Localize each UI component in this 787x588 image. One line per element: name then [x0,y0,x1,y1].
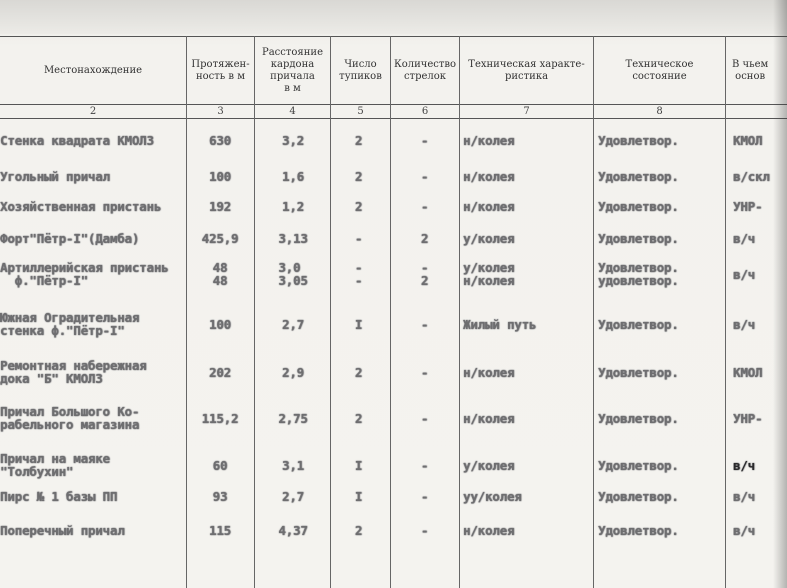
row-distance: 1,6 [282,168,304,184]
row-owner: в/ч [733,488,755,504]
row-length: 100 [209,168,231,184]
row-tech-state: Удовлетвор. [598,364,679,380]
row-dead-ends: 2 [354,132,363,148]
row-switches: - 2 [420,260,429,288]
row-tech-char: н/колея [463,522,515,538]
row-distance: 2,7 [282,488,304,504]
row-tech-char: у/колея н/колея [463,260,515,288]
row-owner: в/ч [733,230,755,246]
row-tech-char: н/колея [463,168,515,184]
row-distance: 2,75 [278,410,308,426]
header-location: Местонахождение [43,64,143,76]
row-tech-char: н/колея [463,410,515,426]
row-owner: УНР- [733,198,763,214]
row-distance: 3,0 3,05 [278,260,308,288]
row-dead-ends: - - [354,260,363,288]
row-tech-char: Жилый путь [463,316,537,332]
row-location: Южная Оградительная стенка ф."Пётр-I" [0,310,140,338]
header-owner: В чьем основ [732,58,769,82]
row-tech-state: Удовлетвор. удовлетвор. [598,260,679,288]
row-length: 93 [212,488,228,504]
row-tech-state: Удовлетвор. [598,488,679,504]
row-switches: - [420,457,429,473]
row-location: Ремонтная набережная дока "Б" КМОЛЗ [0,358,147,386]
row-distance: 1,2 [282,198,304,214]
row-dead-ends: I [354,316,363,332]
header-tech-char: Техническая характе- ристика [468,58,585,82]
row-tech-char: у/колея [463,457,515,473]
row-length: 115,2 [201,410,239,426]
row-dead-ends: 2 [354,198,363,214]
row-dead-ends: 2 [354,364,363,380]
row-location: Форт"Пётр-I"(Дамба) [0,230,140,246]
column-divider [725,36,726,588]
row-switches: - [420,488,429,504]
row-length: 100 [209,316,231,332]
column-number: 5 [357,106,364,117]
row-length: 48 48 [212,260,228,288]
row-switches: - [420,410,429,426]
row-distance: 3,13 [278,230,308,246]
column-divider [459,36,460,588]
row-owner: в/ч [733,266,755,282]
row-distance: 2,7 [282,316,304,332]
row-owner: в/ч [733,457,755,473]
row-switches: - [420,316,429,332]
column-divider [593,36,594,588]
page-right-shadow [773,0,787,588]
row-dead-ends: 2 [354,522,363,538]
numbers-bottom-rule [0,118,787,119]
row-tech-char: уу/колея [463,488,522,504]
row-dead-ends: I [354,488,363,504]
row-distance: 3,2 [282,132,304,148]
row-distance: 3,1 [282,457,304,473]
row-location: Угольный причал [0,168,110,184]
row-tech-char: н/колея [463,132,515,148]
row-tech-char: н/колея [463,364,515,380]
row-location: Артиллерийская пристань ф."Пётр-I" [0,260,169,288]
row-length: 60 [212,457,228,473]
row-location: Поперечный причал [0,522,125,538]
row-length: 630 [209,132,231,148]
row-switches: - [420,168,429,184]
row-tech-state: Удовлетвор. [598,168,679,184]
column-number: 2 [89,106,97,117]
row-tech-state: Удовлетвор. [598,522,679,538]
row-dead-ends: I [354,457,363,473]
row-owner: КМОЛ [733,364,763,380]
row-length: 425,9 [201,230,239,246]
header-length: Протяжен- ность в м [191,58,250,82]
row-tech-char: у/колея [463,230,515,246]
row-switches: - [420,198,429,214]
row-location: Стенка квадрата КМОЛЗ [0,132,154,148]
row-switches: 2 [420,230,429,246]
column-number: 3 [217,106,224,117]
header-distance: Расстояние кардона причала в м [261,46,323,94]
row-tech-state: Удовлетвор. [598,410,679,426]
row-owner: в/ч [733,522,755,538]
row-tech-state: Удовлетвор. [598,316,679,332]
row-dead-ends: - [354,230,363,246]
row-distance: 4,37 [278,522,308,538]
row-switches: - [420,364,429,380]
page-top-shadow [0,0,787,34]
row-length: 192 [209,198,231,214]
row-owner: в/ч [733,316,755,332]
row-tech-state: Удовлетвор. [598,457,679,473]
header-tech-state: Техническое состояние [625,58,694,82]
row-owner: УНР- [733,410,763,426]
row-distance: 2,9 [282,364,304,380]
column-number: 6 [421,106,429,117]
row-location: Хозяйственная пристань [0,198,162,214]
row-length: 202 [209,364,231,380]
row-tech-char: н/колея [463,198,515,214]
row-tech-state: Удовлетвор. [598,230,679,246]
row-owner: в/скл [733,168,770,184]
row-tech-state: Удовлетвор. [598,132,679,148]
row-location: Пирс № 1 базы ПП [0,488,118,504]
row-dead-ends: 2 [354,168,363,184]
row-switches: - [420,522,429,538]
row-dead-ends: 2 [354,410,363,426]
column-number: 7 [523,106,530,117]
row-location: Причал Большого Ко- рабельного магазина [0,404,140,432]
row-owner: КМОЛ [733,132,763,148]
row-length: 115 [209,522,231,538]
column-number: 4 [289,106,296,117]
row-switches: - [420,132,429,148]
header-switches: Количество стрелок [393,58,457,82]
row-location: Причал на маяке "Толбухин" [0,451,110,479]
row-tech-state: Удовлетвор. [598,198,679,214]
header-dead-ends: Число тупиков [339,58,382,82]
column-number: 8 [656,106,663,117]
